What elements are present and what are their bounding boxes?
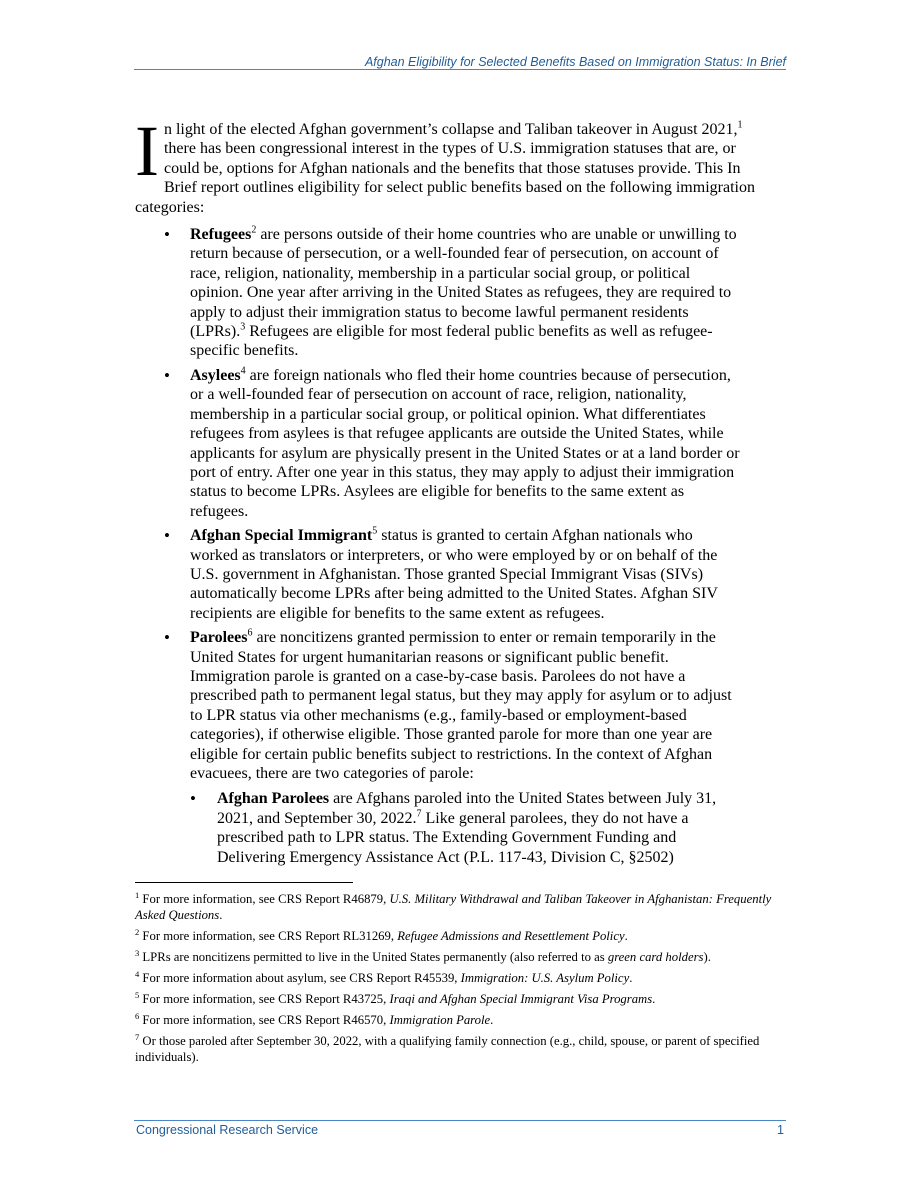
footnote-5 xyxy=(135,991,775,1007)
footnote-text: For more information about asylum, see CRS Report R45539, xyxy=(139,971,461,985)
footnote-4 xyxy=(135,970,775,986)
footnote-separator xyxy=(135,882,353,883)
footnote-1 xyxy=(135,891,775,923)
list-item-parolees xyxy=(190,628,740,867)
term-asylees: Asylees xyxy=(190,366,241,384)
footnote-number: 4 xyxy=(135,968,140,979)
footer-org: Congressional Research Service xyxy=(136,1123,319,1137)
term-parolees: Parolees xyxy=(190,629,248,647)
footnote-text: For more information, see CRS Report RL31269, xyxy=(139,929,398,943)
footnote-end: . xyxy=(490,1013,494,1027)
footnote-ref[interactable]: 2 xyxy=(251,224,257,236)
footnote-end: . xyxy=(624,929,628,943)
list-item-text: are noncitizens granted permission to enter or remain temporarily in the United States for urgent humanitarian reasons or significant public benefit. Immigration parole is granted on a case-by-case basis. Parolees do not have a prescribed path to permanent legal status, but they may apply for asylum or to adjust to LPR status via other mechanisms (e.g., family-based or employment-based categories), if otherwise eligible. Those granted parole for more than one year are eligible for certain public benefits subject to restrictions. In the context of Afghan evacuees, there are two categories of parole: xyxy=(190,629,732,782)
footnote-text: For more information, see CRS Report R46570, xyxy=(139,1013,390,1027)
footnote-6 xyxy=(135,1012,775,1028)
footnote-ref[interactable]: 6 xyxy=(247,627,253,639)
list-item-refugees xyxy=(190,225,740,361)
footnote-7 xyxy=(135,1033,775,1065)
page-number: 1 xyxy=(777,1123,784,1137)
footnote-text: For more information, see CRS Report R46879, xyxy=(139,892,390,906)
intro-text-continued: there has been congressional interest in the types of U.S. immigration statuses that are, or could be, options for Afghan nationals and the benefits that those statuses provide. This In Brief report outlines eligibility for select public benefits based on the following immigration categories: xyxy=(135,140,755,216)
list-item-asylees xyxy=(190,366,740,521)
list-item-text: status is granted to certain Afghan nationals who worked as translators or interpreters, or who were employed by or on behalf of the U.S. government in Afghanistan. Those granted Special Immigrant Visas (SIVs) automatically become LPRs after being admitted to the United States. Afghan SIV recipients are eligible for benefits to the same extent as refugees. xyxy=(190,527,718,622)
footnote-end: . xyxy=(219,908,223,922)
footnote-end: . xyxy=(629,971,633,985)
parole-category-list xyxy=(190,789,740,867)
intro-paragraph xyxy=(135,111,775,217)
footer-rule xyxy=(134,1120,786,1121)
footnote-ref[interactable]: 3 xyxy=(240,321,246,333)
body-content xyxy=(135,111,775,872)
footnote-number: 6 xyxy=(135,1010,140,1021)
footnote-number: 1 xyxy=(135,889,140,900)
drop-cap: I xyxy=(135,111,159,191)
footnote-number: 3 xyxy=(135,947,140,958)
running-header: Afghan Eligibility for Selected Benefits Based on Immigration Status: In Brief xyxy=(364,55,786,69)
footnote-number: 2 xyxy=(135,926,140,937)
list-item-text: Refugees are eligible for most federal public benefits as well as refugee-specific benefits. xyxy=(190,323,713,360)
report-title[interactable]: Refugee Admissions and Resettlement Policy xyxy=(397,929,625,943)
header-rule xyxy=(134,69,786,70)
footnote-number: 7 xyxy=(135,1031,140,1042)
footnote-text: For more information, see CRS Report R43725, xyxy=(139,992,390,1006)
report-title[interactable]: Immigration Parole xyxy=(389,1013,491,1027)
category-list xyxy=(135,225,740,867)
list-item-afghan-parolees xyxy=(217,789,740,867)
list-item-text: Like general parolees, they do not have a prescribed path to LPR status. The Extending Government Funding and Delivering Emergency Assistance Act (P.L. 117-43, Division C, §2502) xyxy=(217,809,689,866)
list-item-text: are Afghans paroled into the United States between July 31, 2021, and September 30, 2022. xyxy=(217,790,717,827)
footnote-2 xyxy=(135,928,775,944)
list-item-text: are persons outside of their home countries who are unable or unwilling to return because of persecution, or a well-founded fear of persecution, on account of race, religion, nationality, membership in a particular social group, or political opinion. One year after arriving in the United States as refugees, they are required to apply to adjust their immigration status to become lawful permanent residents (LPRs). xyxy=(190,226,737,341)
footnote-number: 5 xyxy=(135,989,140,1000)
footnote-end: ). xyxy=(703,950,711,964)
footnote-end: . xyxy=(652,992,656,1006)
report-title[interactable]: Immigration: U.S. Asylum Policy xyxy=(460,971,630,985)
term-special-immigrant: Afghan Special Immigrant xyxy=(190,527,373,545)
list-item-text: are foreign nationals who fled their home countries because of persecution, or a well-founded fear of persecution on account of race, religion, nationality, membership in a particular social group, or political opinion. What differentiates refugees from asylees is that refugee applicants are outside the United States, while applicants for asylum are physically present in the United States or at a land border or port of entry. After one year in this status, they may apply to adjust their immigration status to become LPRs. Asylees are eligible for benefits to the same extent as refugees. xyxy=(190,366,740,520)
report-title[interactable]: U.S. Military Withdrawal and Taliban Takeover in Afghanistan: Frequently Asked Questions xyxy=(135,892,772,922)
term-refugees: Refugees xyxy=(190,226,252,244)
list-item-special-immigrant xyxy=(190,526,740,623)
term-afghan-parolees: Afghan Parolees xyxy=(217,790,330,808)
footnote-text: LPRs are noncitizens permitted to live in the United States permanently (also referred to as xyxy=(139,950,608,964)
footnote-ref[interactable]: 1 xyxy=(737,119,743,131)
footnote-ref[interactable]: 7 xyxy=(416,808,422,820)
footnote-ref[interactable]: 4 xyxy=(240,365,246,377)
footnote-ref[interactable]: 5 xyxy=(372,525,378,537)
footnote-text: Or those paroled after September 30, 2022, with a qualifying family connection (e.g., child, spouse, or parent of specified individuals). xyxy=(135,1034,760,1064)
emphasized-term: green card holders xyxy=(607,950,704,964)
intro-text: n light of the elected Afghan government’s collapse and Taliban takeover in August 2021, xyxy=(163,121,738,138)
report-title[interactable]: Iraqi and Afghan Special Immigrant Visa Programs xyxy=(389,992,653,1006)
footnote-3 xyxy=(135,949,775,965)
footnotes xyxy=(135,891,775,1070)
